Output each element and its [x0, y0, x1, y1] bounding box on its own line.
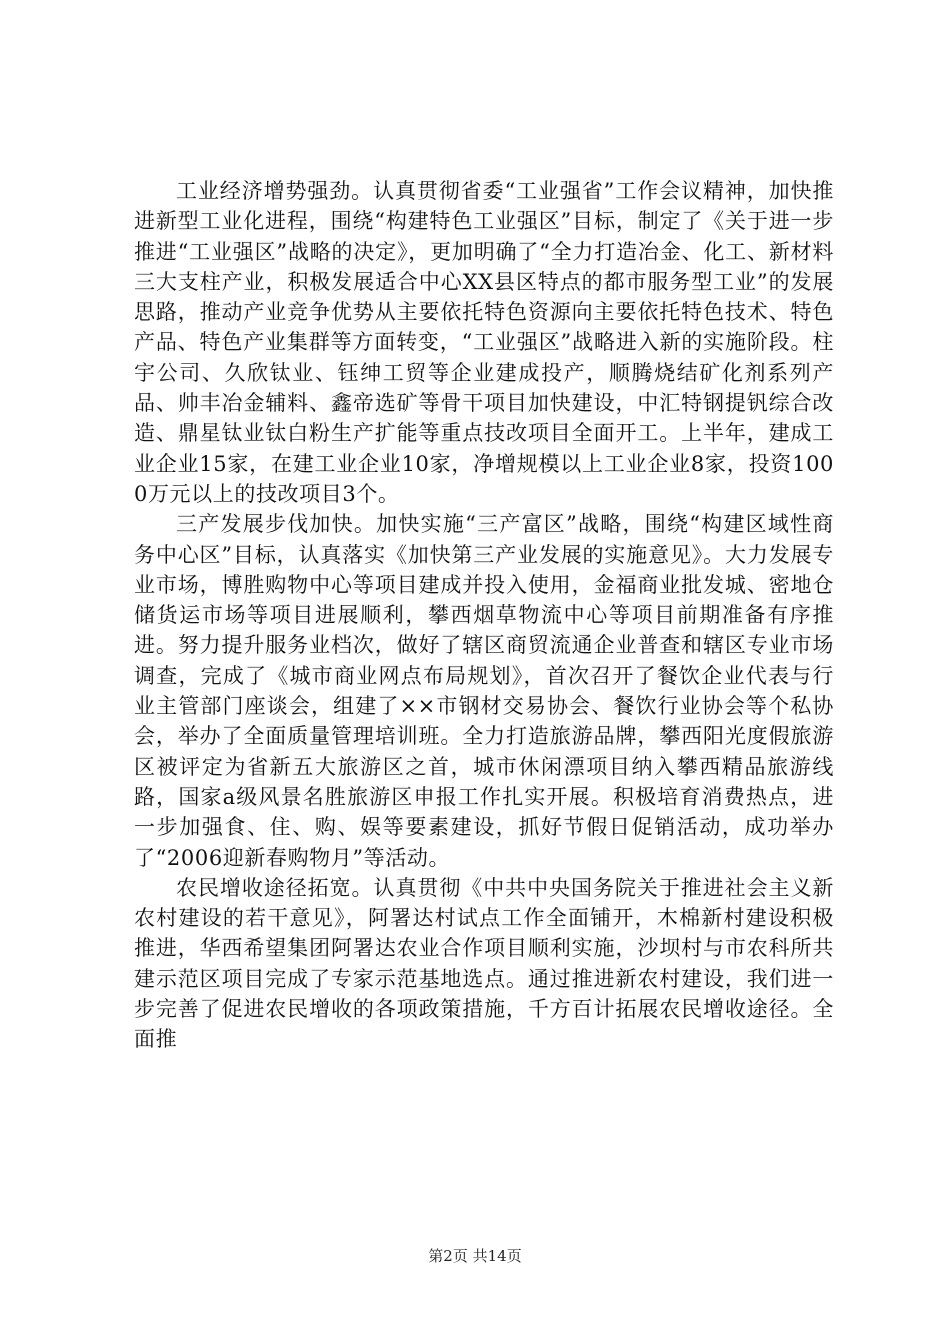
page-number-footer: 第2页 共14页 — [428, 1247, 522, 1265]
paragraph-tertiary-industry: 三产发展步伐加快。加快实施“三产富区”战略，围绕“构建区域性商务中心区”目标，认真落实《加快第三产业发展的实施意见》。大力发展专业市场，博胜购物中心等项目建成并投入使用，金福商业批发城、密地仓储货运市场等项目进展顺利，攀西烟草物流中心等项目前期准备有序推进。努力提升服务业档次，做好了辖区商贸流通企业普查和辖区专业市场调查，完成了《城市商业网点布局规划》，首次召开了餐饮企业代表与行业主管部门座谈会，组建了××市钢材交易协会、餐饮行业协会等个私协会，举办了全面质量管理培训班。全力打造旅游品牌，攀西阳光度假旅游区被评定为省新五大旅游区之首，城市休闲漂项目纳入攀西精品旅游线路，国家a级风景名胜旅游区申报工作扎实开展。积极培育消费热点，进一步加强食、住、购、娱等要素建设，抓好节假日促销活动，成功举办了“2006迎新春购物月”等活动。 — [134, 512, 834, 870]
paragraph-industry: 工业经济增势强劲。认真贯彻省委“工业强省”工作会议精神，加快推进新型工业化进程，围绕“构建特色工业强区”目标，制定了《关于进一步推进“工业强区”战略的决定》，更加明确了“全力打造冶金、化工、新材料三大支柱产业，积极发展适合中心XX县区特点的都市服务型工业”的发展思路，推动产业竞争优势从主要依托特色资源向主要依托特色技术、特色产品、特色产业集群等方面转变，“工业强区”战略进入新的实施阶段。柱宇公司、久欣钛业、钰绅工贸等企业建成投产，顺腾烧结矿化剂系列产品、帅丰冶金辅料、鑫帝选矿等骨干项目加快建设，中汇特钢提钒综合改造、鼎星钛业钛白粉生产扩能等重点技改项目全面开工。上半年，建成工业企业15家，在建工业企业10家，净增规模以上工业企业8家，投资1000万元以上的技改项目3个。 — [134, 179, 834, 506]
paragraph-farmer-income: 农民增收途径拓宽。认真贯彻《中共中央国务院关于推进社会主义新农村建设的若干意见》，阿署达村试点工作全面铺开，木棉新村建设积极推进，华西希望集团阿署达农业合作项目顺利实施，沙坝村与市农科所共建示范区项目完成了专家示范基地选点。通过推进新农村建设，我们进一步完善了促进农民增收的各项政策措施，千方百计拓展农民增收途径。全面推 — [134, 875, 834, 1052]
document-body — [134, 176, 834, 1055]
